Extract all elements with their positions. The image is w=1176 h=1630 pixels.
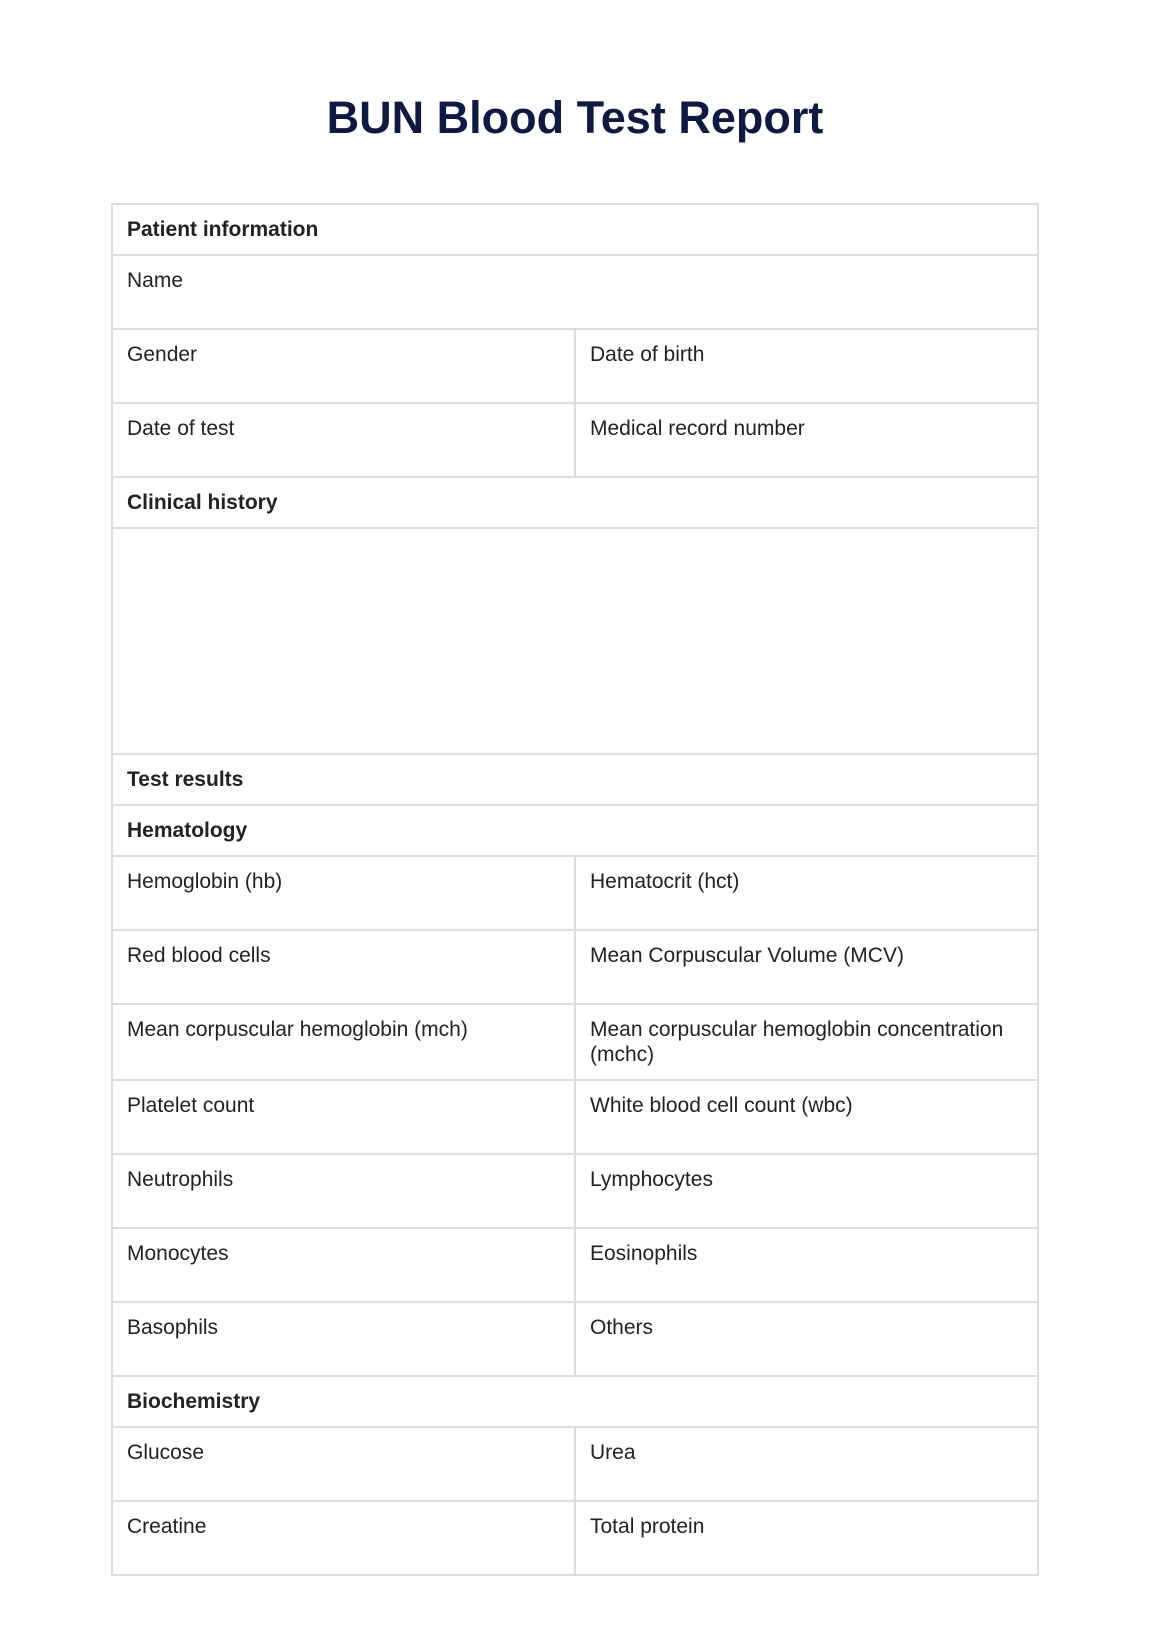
result-field[interactable]: Urea: [575, 1427, 1038, 1501]
result-field[interactable]: Mean corpuscular hemoglobin (mch): [112, 1004, 575, 1080]
result-field[interactable]: Total protein: [575, 1501, 1038, 1575]
field-clinical-history[interactable]: [112, 528, 1038, 754]
table-row: [112, 930, 1038, 1004]
table-row: [112, 1427, 1038, 1501]
section-heading-biochemistry: Biochemistry: [112, 1376, 1038, 1427]
field-medical-record-number[interactable]: Medical record number: [575, 403, 1038, 477]
table-row: [112, 1154, 1038, 1228]
field-date-of-test[interactable]: Date of test: [112, 403, 575, 477]
result-field[interactable]: Monocytes: [112, 1228, 575, 1302]
result-field[interactable]: Hemoglobin (hb): [112, 856, 575, 930]
table-row: [112, 856, 1038, 930]
section-heading-test-results: Test results: [112, 754, 1038, 805]
table-row: [112, 1501, 1038, 1575]
result-field[interactable]: Eosinophils: [575, 1228, 1038, 1302]
result-field[interactable]: Glucose: [112, 1427, 575, 1501]
table-row: [112, 1004, 1038, 1080]
field-gender[interactable]: Gender: [112, 329, 575, 403]
result-field[interactable]: Basophils: [112, 1302, 575, 1376]
page-title: BUN Blood Test Report: [326, 92, 824, 143]
result-field[interactable]: Lymphocytes: [575, 1154, 1038, 1228]
report-table: [111, 203, 1039, 1576]
result-field[interactable]: White blood cell count (wbc): [575, 1080, 1038, 1154]
field-name[interactable]: Name: [112, 255, 1038, 329]
result-field[interactable]: Neutrophils: [112, 1154, 575, 1228]
result-field[interactable]: Creatine: [112, 1501, 575, 1575]
section-heading-hematology: Hematology: [112, 805, 1038, 856]
section-heading-clinical-history: Clinical history: [112, 477, 1038, 528]
table-row: [112, 1080, 1038, 1154]
result-field[interactable]: Mean Corpuscular Volume (MCV): [575, 930, 1038, 1004]
field-date-of-birth[interactable]: Date of birth: [575, 329, 1038, 403]
result-field[interactable]: Platelet count: [112, 1080, 575, 1154]
result-field[interactable]: Hematocrit (hct): [575, 856, 1038, 930]
table-row: [112, 1228, 1038, 1302]
result-field[interactable]: Others: [575, 1302, 1038, 1376]
result-field[interactable]: Red blood cells: [112, 930, 575, 1004]
result-field[interactable]: Mean corpuscular hemoglobin concentration (mchc): [575, 1004, 1038, 1080]
table-row: [112, 1302, 1038, 1376]
section-heading-patient-information: Patient information: [112, 204, 1038, 255]
